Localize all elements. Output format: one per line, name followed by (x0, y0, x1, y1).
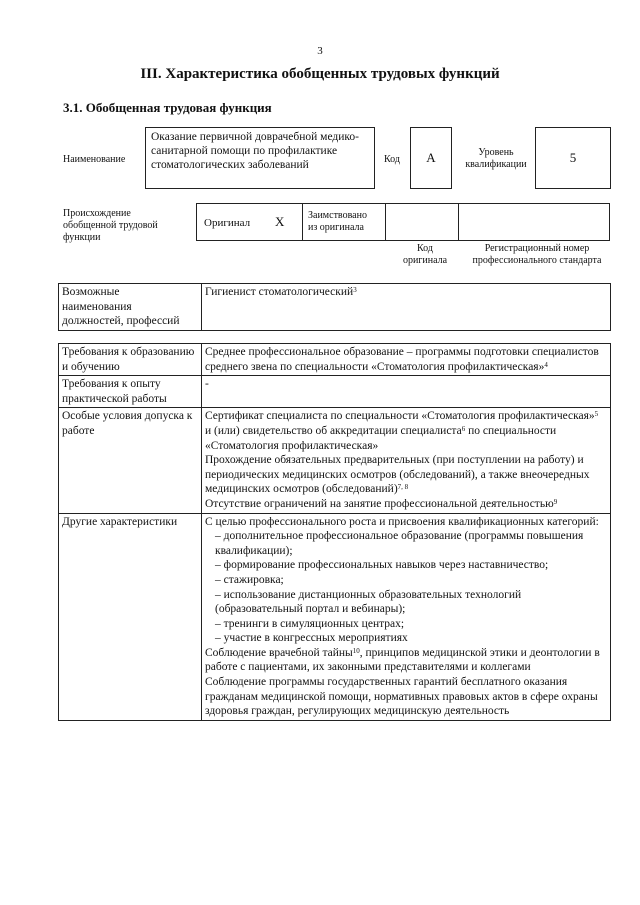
other-secrecy-a: Соблюдение врачебной тайны (205, 646, 353, 659)
caption-registration (462, 243, 612, 267)
original-mark: X (275, 214, 285, 229)
admission-p1-a: Сертификат специалиста по специальности «Стоматология профилактическая» (205, 410, 595, 423)
other-value (202, 513, 611, 720)
subsection-title: 3.1. Обобщенная трудовая функция (63, 100, 272, 115)
positions-value-text: Гигиенист стоматологический (205, 286, 354, 298)
positions-footnote: 3 (353, 286, 357, 294)
requirements-table (58, 343, 611, 721)
admission-p1-c: по специальности «Стоматология профилактическая» (205, 424, 557, 452)
caption-code-line2: оригинала (402, 255, 448, 266)
admission-footnote-5: 5 (594, 410, 599, 419)
education-label: Требования к образованию и обучению (59, 344, 202, 376)
table-row (59, 376, 611, 408)
admission-p3: Отсутствие ограничений на занятие профессиональной деятельностью (205, 497, 554, 510)
caption-reg-line1: Регистрационный номер (484, 243, 590, 254)
admission-footnote-9: 9 (553, 497, 558, 506)
other-intro: С целью профессионального роста и присвоения квалификационных категорий: (205, 515, 599, 528)
other-footnote-10: 10 (352, 646, 360, 655)
experience-label: Требования к опыту практической работы (59, 376, 202, 408)
origin-label-line1: Происхождение (63, 208, 131, 219)
page-number: 3 (317, 45, 323, 57)
origin-label-line3: функции (63, 232, 101, 243)
original-label: Оригинал (204, 217, 251, 229)
other-state-guarantees: Соблюдение программы государственных гарантий бесплатного оказания гражданам медицинской помощи, нормативных правовых актов в сфере охраны здоровья граждан, регулирующих медицинскую деятельность (205, 676, 598, 718)
level-label-line2: квалификации (465, 159, 527, 170)
function-name (145, 127, 375, 189)
list-item: – формирование профессиональных навыков через наставничество; (215, 559, 549, 572)
other-secrecy (205, 646, 607, 675)
table-row (59, 408, 611, 513)
list-item: – дополнительное профессиональное образование (программы повышения квалификации); (215, 530, 584, 557)
admission-footnote-6: 6 (461, 424, 466, 433)
caption-reg-line2: профессионального стандарта (472, 255, 602, 266)
positions-label-line2: наименования (62, 300, 132, 313)
table-row (59, 344, 611, 376)
level-value: 5 (535, 127, 611, 189)
other-secrecy-b: , принципов медицинской этики и деонтологии в работе с пациентами, их законными представителями и коллегами (205, 646, 600, 674)
admission-p2: Прохождение обязательных предварительных (при поступлении на работу) и периодических медицинских осмотров (обследований), а также внеочередных медицинских осмотров (обследований) (205, 454, 590, 496)
positions-label (59, 284, 202, 331)
admission-medical (205, 453, 607, 497)
borrowed-label-line1: Заимствовано (308, 210, 367, 221)
education-footnote: 4 (544, 360, 548, 369)
education-value-text: Среднее профессиональное образование – программы подготовки специалистов среднего звена по специальности «Стоматология профилактическая» (205, 346, 599, 373)
level-label (462, 147, 530, 171)
borrowed-label-line2: из оригинала (308, 222, 364, 233)
admission-footnote-7-8: 7, 8 (397, 483, 409, 492)
admission-label: Особые условия допуска к работе (59, 408, 202, 513)
origin-label-line2: обобщенной трудовой (63, 220, 158, 231)
admission-certificate (205, 409, 607, 453)
positions-label-line3: должностей, профессий (62, 315, 180, 328)
list-item: – стажировка; (215, 573, 284, 586)
education-value (202, 344, 611, 376)
experience-value: - (202, 376, 611, 408)
admission-value (202, 408, 611, 513)
code-value: A (410, 127, 452, 189)
positions-table (58, 283, 611, 331)
positions-label-line1: Возможные (62, 286, 120, 298)
list-item: – использование дистанционных образовательных технологий (образовательный портал и вебинары); (215, 588, 522, 616)
other-label: Другие характеристики (59, 513, 202, 720)
section-title: III. Характеристика обобщенных трудовых функций (140, 66, 500, 82)
admission-p1-b: и (или) свидетельство об аккредитации специалиста (205, 424, 462, 437)
name-label: Наименование (63, 154, 126, 165)
caption-code (388, 243, 462, 267)
code-label: Код (384, 154, 400, 165)
caption-code-line1: Код (417, 243, 433, 254)
origin-table (196, 203, 610, 241)
function-name-text: Оказание первичной доврачебной медико-санитарной помощи по профилактике стоматологических заболеваний (151, 131, 359, 171)
list-item: – участие в конгрессных мероприятиях (215, 632, 408, 645)
origin-label (63, 208, 158, 244)
level-label-line1: Уровень (478, 147, 514, 158)
admission-restrictions (205, 497, 607, 512)
borrowed-label (308, 210, 367, 234)
positions-value (202, 284, 611, 331)
table-row (59, 513, 611, 720)
list-item: – тренинги в симуляционных центрах; (215, 617, 405, 630)
